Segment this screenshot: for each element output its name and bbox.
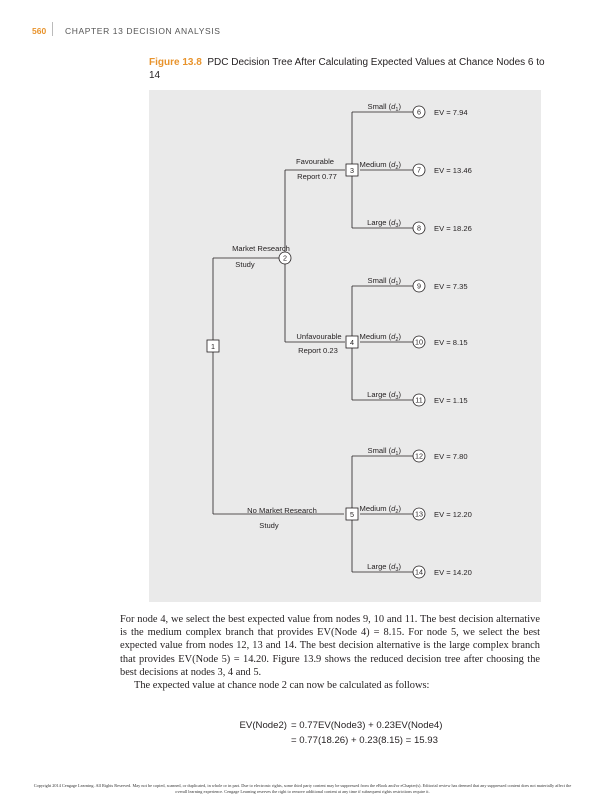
decision-tree-diagram bbox=[149, 90, 541, 602]
tree-edges bbox=[213, 112, 413, 572]
leaf-node-7 bbox=[360, 160, 472, 176]
svg-text:3: 3 bbox=[350, 166, 354, 175]
expected-value: EV = 7.35 bbox=[434, 282, 468, 291]
label-close-paren: ) bbox=[398, 276, 401, 285]
chance-node-number: 10 bbox=[415, 337, 423, 347]
label-close-paren: ) bbox=[398, 218, 401, 227]
expected-value: EV = 12.20 bbox=[434, 510, 472, 519]
body-paragraph-1: For node 4, we select the best expected value from nodes 9, 10 and 11. The best decision alternative is the medium complex branch that provides EV(Node 4) = 8.15. For node 5, we select the best expected value from nodes 12, 13 and 14. The best decision alternative is the large complex branch that provides EV(Node 5) = 14.20. Figure 13.9 shows the reduced decision tree after choosing the best decisions at nodes 3, 4 and 5. bbox=[120, 614, 540, 678]
leaf-node-9 bbox=[368, 276, 468, 292]
branch-label: Small $(d_1)$ bbox=[367, 446, 401, 457]
decision-node-3 bbox=[346, 164, 358, 176]
chance-node-number: 8 bbox=[417, 223, 421, 233]
unfavourable-probability: Report 0.23 bbox=[298, 346, 338, 355]
decision-tree-figure bbox=[149, 90, 541, 602]
branch-label: Small $(d_1)$ bbox=[367, 102, 401, 113]
leaf-node-13 bbox=[360, 504, 472, 520]
market-research-label: Market Research bbox=[232, 244, 290, 253]
copyright-notice: Copyright 2014 Cengage Learning. All Rights Reserved. May not be copied, scanned, or duplicated, in whole or in part. Due to electronic rights, some third party content may be suppressed from the eBook and/or eChapter(s). Editorial review has deemed that any suppressed content does not materially affect the overall learning experience. Cengage Learning reserves the right to remove additional content at any time if subsequent rights restrictions require it. bbox=[33, 783, 572, 794]
chance-node-number: 9 bbox=[417, 281, 421, 291]
expected-value: EV = 1.15 bbox=[434, 396, 468, 405]
expected-value: EV = 13.46 bbox=[434, 166, 472, 175]
body-paragraph-2: The expected value at chance node 2 can now be calculated as follows: bbox=[134, 680, 430, 692]
expected-value: EV = 7.80 bbox=[434, 452, 468, 461]
equation-lhs: EV(Node2) bbox=[239, 720, 287, 731]
market-research-sublabel: Study bbox=[235, 260, 255, 269]
favourable-probability: Report 0.77 bbox=[297, 172, 337, 181]
equation-rhs-2: = 0.77(18.26) + 0.23(8.15) = 15.93 bbox=[291, 735, 438, 746]
leaf-node-14 bbox=[367, 562, 472, 578]
no-market-research-sublabel: Study bbox=[259, 521, 279, 530]
decision-variable: d bbox=[391, 160, 396, 169]
expected-value: EV = 8.15 bbox=[434, 338, 468, 347]
branch-label: Large $(d_3)$ bbox=[367, 390, 401, 401]
label-close-paren: ) bbox=[398, 102, 401, 111]
label-close-paren: ) bbox=[398, 332, 401, 341]
chance-node-number: 13 bbox=[415, 509, 423, 519]
chance-node-number: 12 bbox=[415, 451, 423, 461]
leaf-node-12 bbox=[368, 446, 468, 462]
chapter-title: CHAPTER 13 DECISION ANALYSIS bbox=[65, 26, 221, 36]
leaf-nodes bbox=[360, 102, 472, 578]
leaf-node-10 bbox=[360, 332, 468, 348]
svg-text:5: 5 bbox=[350, 510, 354, 519]
decision-subscript: 2 bbox=[395, 337, 399, 343]
no-market-research-label: No Market Research bbox=[247, 506, 317, 515]
expected-value: EV = 7.94 bbox=[434, 108, 468, 117]
decision-variable: d bbox=[391, 504, 396, 513]
decision-subscript: 1 bbox=[395, 281, 399, 287]
label-close-paren: ) bbox=[398, 446, 401, 455]
chance-node-number: 11 bbox=[415, 395, 423, 405]
svg-text:4: 4 bbox=[350, 338, 354, 347]
favourable-label: Favourable bbox=[296, 157, 334, 166]
chance-node-number: 6 bbox=[417, 107, 421, 117]
decision-variable: d bbox=[391, 562, 396, 571]
decision-variable: d bbox=[391, 446, 396, 455]
decision-subscript: 3 bbox=[395, 223, 399, 229]
label-close-paren: ) bbox=[398, 504, 401, 513]
decision-node-4 bbox=[346, 336, 358, 348]
branch-label: Medium $(d_2)$ bbox=[359, 160, 401, 171]
decision-node-1 bbox=[207, 340, 219, 352]
figure-label: Figure 13.8 bbox=[149, 57, 202, 68]
label-close-paren: ) bbox=[398, 160, 401, 169]
decision-variable: d bbox=[391, 276, 396, 285]
chance-node-2 bbox=[279, 252, 291, 264]
equation-rhs-1: = 0.77EV(Node3) + 0.23EV(Node4) bbox=[291, 720, 443, 731]
decision-variable: d bbox=[391, 332, 396, 341]
chance-node-number: 7 bbox=[417, 165, 421, 175]
chance-node-number: 14 bbox=[415, 567, 423, 577]
figure-title: PDC Decision Tree After Calculating Expected Values at Chance Nodes 6 to 14 bbox=[149, 57, 545, 81]
expected-value: EV = 18.26 bbox=[434, 224, 472, 233]
header-divider bbox=[52, 22, 53, 36]
label-close-paren: ) bbox=[398, 562, 401, 571]
leaf-node-8 bbox=[367, 218, 472, 234]
unfavourable-label: Unfavourable bbox=[296, 332, 342, 341]
branch-label: Medium $(d_2)$ bbox=[359, 332, 401, 343]
decision-subscript: 3 bbox=[395, 395, 399, 401]
page-header bbox=[0, 26, 600, 40]
decision-subscript: 1 bbox=[395, 107, 399, 113]
decision-variable: d bbox=[391, 390, 396, 399]
decision-subscript: 2 bbox=[395, 509, 399, 515]
expected-value: EV = 14.20 bbox=[434, 568, 472, 577]
decision-subscript: 2 bbox=[395, 165, 399, 171]
label-close-paren: ) bbox=[398, 390, 401, 399]
leaf-node-6 bbox=[368, 102, 468, 118]
branch-label: Medium $(d_2)$ bbox=[359, 504, 401, 515]
branch-label: Large $(d_3)$ bbox=[367, 218, 401, 229]
decision-subscript: 1 bbox=[395, 451, 399, 457]
svg-text:2: 2 bbox=[283, 253, 287, 263]
decision-node-5 bbox=[346, 508, 358, 520]
branch-label: Large $(d_3)$ bbox=[367, 562, 401, 573]
body-text bbox=[120, 613, 540, 692]
svg-text:1: 1 bbox=[211, 342, 215, 351]
figure-caption bbox=[149, 56, 549, 82]
decision-variable: d bbox=[391, 102, 396, 111]
page-number: 560 bbox=[32, 26, 47, 36]
decision-variable: d bbox=[391, 218, 396, 227]
branch-label: Small $(d_1)$ bbox=[367, 276, 401, 287]
decision-subscript: 3 bbox=[395, 567, 399, 573]
leaf-node-11 bbox=[367, 390, 467, 406]
